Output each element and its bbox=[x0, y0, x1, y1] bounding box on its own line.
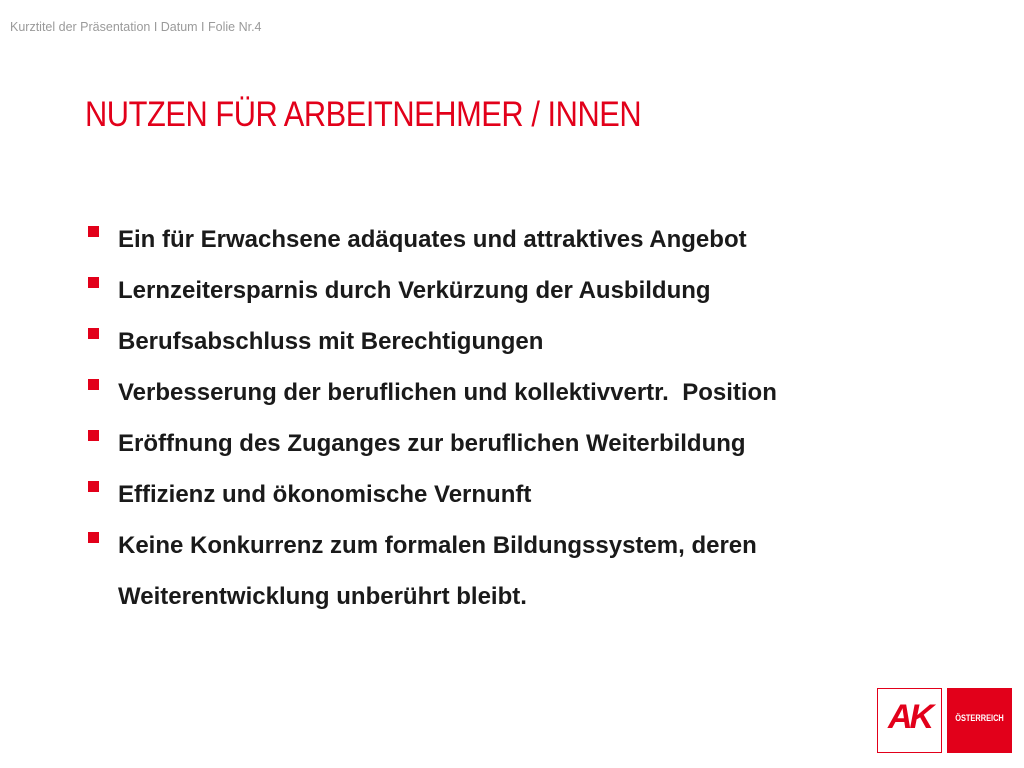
bullet-text: Keine Konkurrenz zum formalen Bildungssystem, deren bbox=[118, 532, 757, 559]
bullet-text: Effizienz und ökonomische Vernunft bbox=[118, 481, 532, 508]
bullet-list bbox=[86, 218, 966, 626]
oesterreich-logo-box bbox=[947, 688, 1012, 753]
square-bullet-icon bbox=[88, 277, 99, 288]
ak-logo-text: AK bbox=[887, 698, 932, 736]
square-bullet-icon bbox=[88, 379, 99, 390]
bullet-text: Verbesserung der beruflichen und kollektivvertr. Position bbox=[118, 379, 777, 406]
square-bullet-icon bbox=[88, 430, 99, 441]
bullet-text-continuation: Weiterentwicklung unberührt bleibt. bbox=[118, 583, 527, 610]
oesterreich-logo-text: ÖSTERREICH bbox=[955, 713, 1004, 724]
square-bullet-icon bbox=[88, 328, 99, 339]
bullet-item bbox=[86, 422, 966, 473]
bullet-item bbox=[86, 371, 966, 422]
bullet-item bbox=[86, 320, 966, 371]
bullet-text: Ein für Erwachsene adäquates und attraktives Angebot bbox=[118, 226, 747, 253]
bullet-text: Eröffnung des Zuganges zur beruflichen Weiterbildung bbox=[118, 430, 746, 457]
bullet-text: Berufsabschluss mit Berechtigungen bbox=[118, 328, 544, 355]
square-bullet-icon bbox=[88, 481, 99, 492]
bullet-item bbox=[86, 473, 966, 524]
bullet-item bbox=[86, 218, 966, 269]
square-bullet-icon bbox=[88, 532, 99, 543]
ak-oesterreich-logo bbox=[877, 688, 1013, 753]
bullet-item bbox=[86, 269, 966, 320]
bullet-item bbox=[86, 524, 966, 626]
ak-logo-box bbox=[877, 688, 942, 753]
square-bullet-icon bbox=[88, 226, 99, 237]
slide-meta-header: Kurztitel der Präsentation I Datum I Folie Nr.4 bbox=[10, 20, 262, 34]
bullet-text: Lernzeitersparnis durch Verkürzung der Ausbildung bbox=[118, 277, 711, 304]
slide-title: NUTZEN FÜR ARBEITNEHMER / INNEN bbox=[85, 95, 642, 134]
